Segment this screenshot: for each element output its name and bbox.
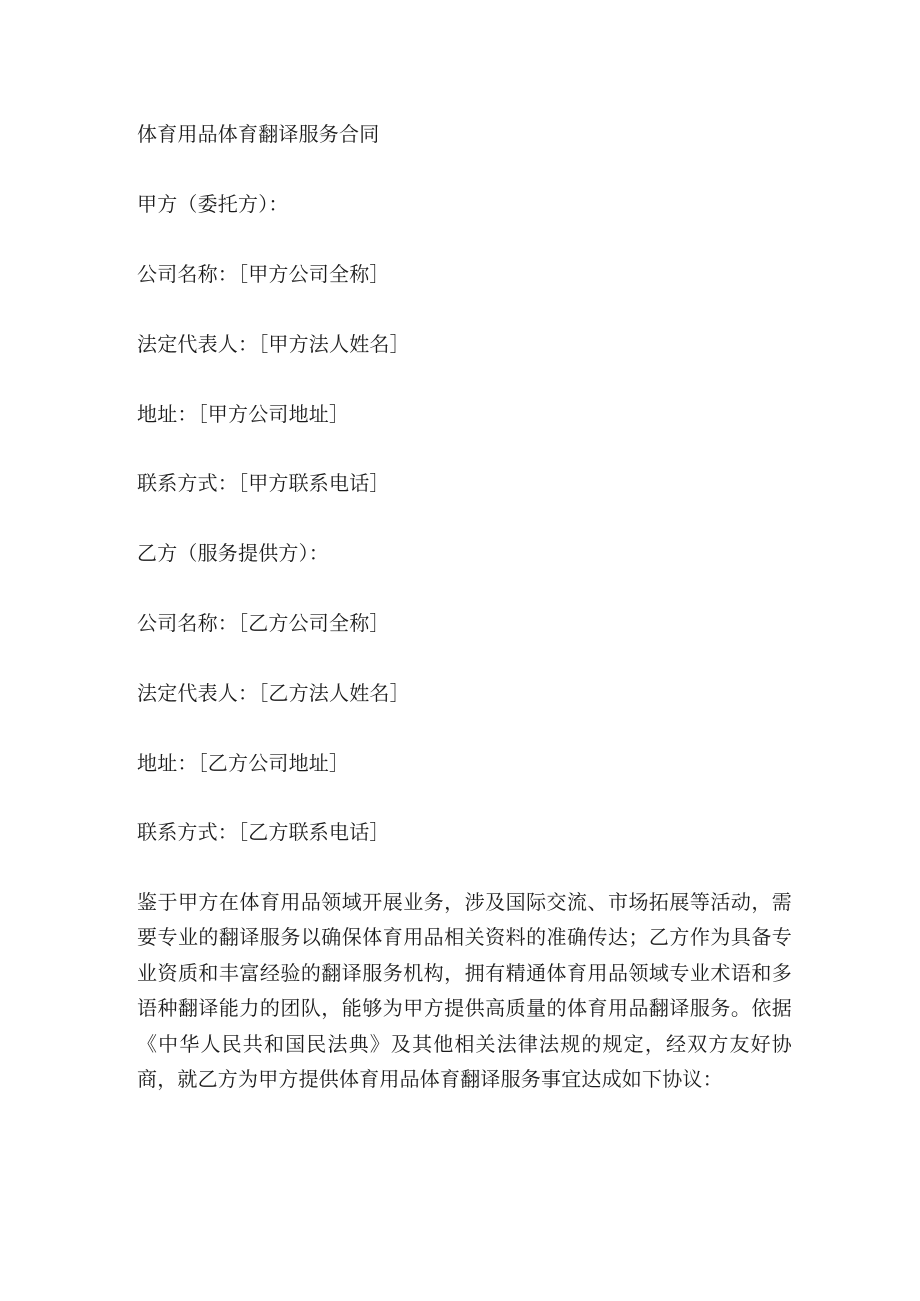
party-a-legal-rep: 法定代表人：［甲方法人姓名］ xyxy=(137,332,410,356)
party-a-address: 地址：［甲方公司地址］ xyxy=(137,402,350,426)
party-b-address: 地址：［乙方公司地址］ xyxy=(137,751,350,775)
party-b-legal-rep: 法定代表人：［乙方法人姓名］ xyxy=(137,681,410,705)
party-a-heading: 甲方（委托方）： xyxy=(137,192,289,216)
document-title: 体育用品体育翻译服务合同 xyxy=(137,122,380,146)
party-a-company: 公司名称：［甲方公司全称］ xyxy=(137,262,390,286)
party-b-contact: 联系方式：［乙方联系电话］ xyxy=(137,820,390,844)
preamble-paragraph: 鉴于甲方在体育用品领域开展业务，涉及国际交流、市场拓展等活动，需要专业的翻译服务以确保体育用品相关资料的准确传达；乙方作为具备专业资质和丰富经验的翻译服务机构，拥有精通体育用品领域专业术语和多语种翻译能力的团队，能够为甲方提供高质量的体育用品翻译服务。依据《中华人民共和国民法典》及其他相关法律法规的规定，经双方友好协商，就乙方为甲方提供体育用品体育翻译服务事宜达成如下协议： xyxy=(137,890,792,1092)
party-b-heading: 乙方（服务提供方）： xyxy=(137,541,329,565)
party-b-company: 公司名称：［乙方公司全称］ xyxy=(137,611,390,635)
party-a-contact: 联系方式：［甲方联系电话］ xyxy=(137,471,390,495)
